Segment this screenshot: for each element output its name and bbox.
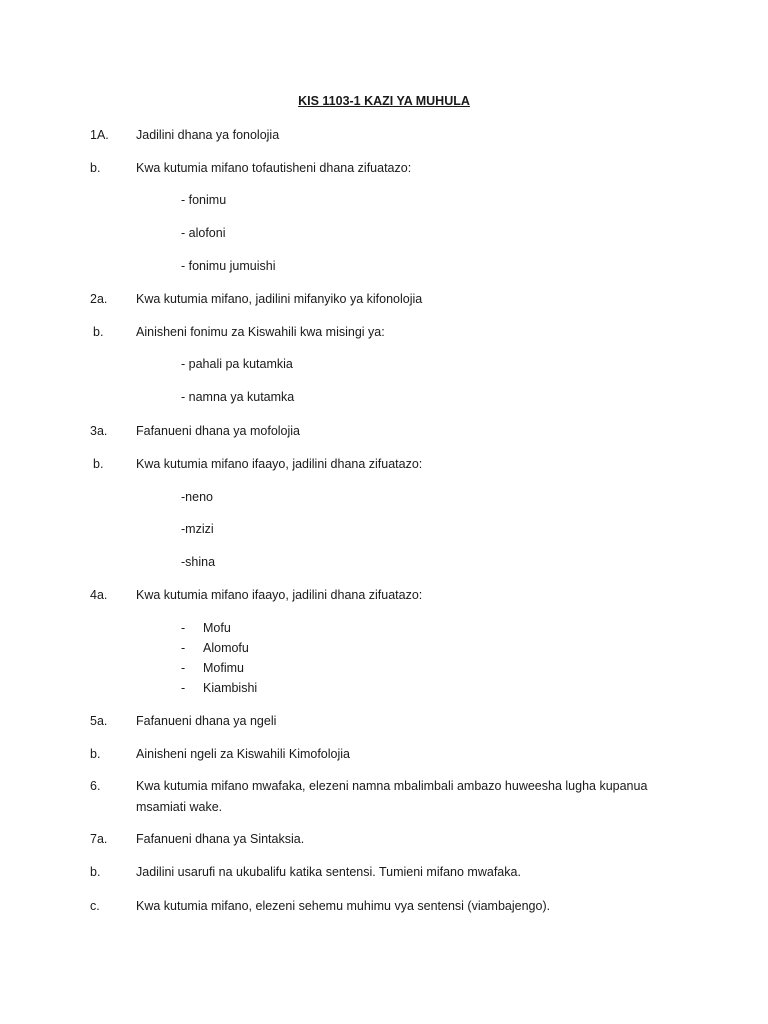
- list-item-text: - alofoni: [181, 226, 226, 240]
- question-number: 6.: [90, 779, 101, 793]
- list-item-text: - namna ya kutamka: [181, 390, 295, 404]
- question-number: c.: [90, 899, 100, 913]
- page-title: KIS 1103-1 KAZI YA MUHULA: [298, 94, 470, 108]
- bullet-text: Mofu: [203, 621, 231, 635]
- question-text: Kwa kutumia mifano tofautisheni dhana zifuatazo:: [136, 161, 412, 175]
- question-text: Fafanueni dhana ya ngeli: [136, 714, 277, 728]
- question-number: 3a.: [90, 424, 108, 438]
- bullet-text: Alomofu: [203, 641, 249, 655]
- question-text: Kwa kutumia mifano, elezeni sehemu muhimu vya sentensi (viambajengo).: [136, 899, 551, 913]
- question-number: 2a.: [90, 292, 108, 306]
- list-item-text: - fonimu jumuishi: [181, 259, 276, 273]
- question-text: Kwa kutumia mifano ifaayo, jadilini dhana zifuatazo:: [136, 588, 423, 602]
- list-item-text: -neno: [181, 490, 213, 504]
- question-text: Jadilini usarufi na ukubalifu katika sentensi. Tumieni mifano mwafaka.: [136, 865, 521, 879]
- question-number: 4a.: [90, 588, 108, 602]
- question-text: Kwa kutumia mifano, jadilini mifanyiko ya kifonolojia: [136, 292, 423, 306]
- list-item-text: - pahali pa kutamkia: [181, 357, 293, 371]
- question-text: Jadilini dhana ya fonolojia: [136, 128, 280, 142]
- question-number: b.: [90, 161, 101, 175]
- list-item-text: - fonimu: [181, 193, 227, 207]
- question-number: b.: [90, 865, 101, 879]
- question-text: Fafanueni dhana ya Sintaksia.: [136, 832, 305, 846]
- question-text-line-2: msamiati wake.: [136, 800, 223, 814]
- question-text-line-1: Kwa kutumia mifano mwafaka, elezeni namna mbalimbali ambazo huweesha lugha kupanua: [136, 779, 648, 793]
- bullet-text: Kiambishi: [203, 681, 258, 695]
- bullet-dash: -: [181, 641, 186, 655]
- question-number: 7a.: [90, 832, 108, 846]
- question-text: Fafanueni dhana ya mofolojia: [136, 424, 301, 438]
- question-number: b.: [93, 457, 104, 471]
- bullet-dash: -: [181, 681, 186, 695]
- bullet-text: Mofimu: [203, 661, 244, 675]
- question-number: 5a.: [90, 714, 108, 728]
- question-text: Kwa kutumia mifano ifaayo, jadilini dhana zifuatazo:: [136, 457, 423, 471]
- question-number: b.: [93, 325, 104, 339]
- list-item-text: -shina: [181, 555, 216, 569]
- bullet-dash: -: [181, 621, 186, 635]
- question-number: b.: [90, 747, 101, 761]
- list-item-text: -mzizi: [181, 522, 214, 536]
- question-text: Ainisheni ngeli za Kiswahili Kimofolojia: [136, 747, 350, 761]
- question-number: 1A.: [90, 128, 109, 142]
- question-text: Ainisheni fonimu za Kiswahili kwa misingi ya:: [136, 325, 385, 339]
- bullet-dash: -: [181, 661, 186, 675]
